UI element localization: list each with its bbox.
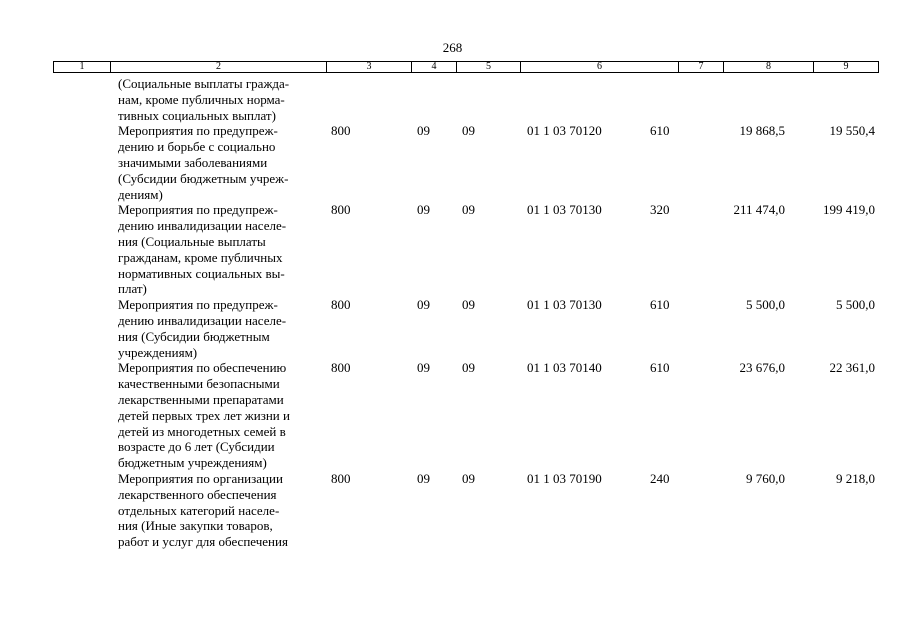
row-subsection: 09 [462,202,475,218]
row-name-line: значимыми заболеваниями [118,154,268,170]
row-amount-year-2: 5 500,0 [836,297,875,313]
row-amount-year-2: 19 550,4 [829,123,875,139]
row-target-article: 01 1 03 70140 [527,360,602,376]
row-name-line: Мероприятия по обеспечению [118,360,287,376]
row-name-line: Мероприятия по предупреж- [118,297,278,313]
row-name-line: лекарственного обеспечения [118,486,277,502]
row-name-line: ния (Субсидии бюджетным [118,328,270,344]
row-name-line: гражданам, кроме публичных [118,249,283,265]
row-expense-type: 610 [650,360,670,376]
header-col-4: 4 [412,62,457,72]
row-name-line: работ и услуг для обеспечения [118,534,288,550]
page-number: 268 [442,40,463,55]
row-amount-year-2: 22 361,0 [829,360,875,376]
row-name [118,297,286,360]
column-number-header [53,61,879,73]
row-amount-year-1: 211 474,0 [733,202,785,218]
row-name [118,202,286,297]
row-ministry-code: 800 [331,123,351,139]
header-col-5: 5 [457,62,521,72]
row-name-line: отдельных категорий населе- [118,502,280,518]
row-amount-year-1: 19 868,5 [739,123,785,139]
row-expense-type: 320 [650,202,670,218]
row-name-line: дениям) [118,186,163,202]
header-col-6: 6 [521,62,679,72]
row-subsection: 09 [462,360,475,376]
row-ministry-code: 800 [331,360,351,376]
header-col-7: 7 [679,62,724,72]
header-col-2: 2 [111,62,327,72]
row-name-line: Мероприятия по организации [118,471,283,486]
row-subsection: 09 [462,471,475,486]
header-col-3: 3 [327,62,412,72]
row-name-line: дению и борьбе с социально [118,139,276,155]
row-name-line: бюджетным учреждениям) [118,455,267,471]
row-name-line: детей первых трех лет жизни и [118,407,290,423]
row-section: 09 [417,471,430,486]
row-amount-year-1: 5 500,0 [746,297,785,313]
row-ministry-code: 800 [331,471,351,486]
row-expense-type: 240 [650,471,670,486]
row-name [118,360,290,471]
row-expense-type: 610 [650,297,670,313]
row-name-line: дению инвалидизации населе- [118,218,287,234]
row-name-line: лекарственными препаратами [118,391,284,407]
row-amount-year-2: 199 419,0 [823,202,875,218]
row-target-article: 01 1 03 70120 [527,123,602,139]
row-name-line: (Субсидии бюджетным учреж- [118,170,289,186]
row-target-article: 01 1 03 70190 [527,471,602,486]
row-name [118,123,288,202]
row-subsection: 09 [462,297,475,313]
row-expense-type: 610 [650,123,670,139]
row-name-line: плат) [118,281,147,297]
row-target-article: 01 1 03 70130 [527,202,602,218]
header-col-8: 8 [724,62,814,72]
row-name-line: Мероприятия по предупреж- [118,123,278,139]
header-col-1: 1 [54,62,111,72]
row-section: 09 [417,297,430,313]
row-ministry-code: 800 [331,297,351,313]
row-name-line: Мероприятия по предупреж- [118,202,278,218]
row-name-line: нам, кроме публичных норма- [118,91,285,107]
row-amount-year-2: 9 218,0 [836,471,875,486]
row-target-article: 01 1 03 70130 [527,297,602,313]
row-amount-year-1: 9 760,0 [746,471,785,486]
row-name-line: дению инвалидизации населе- [118,312,287,328]
row-amount-year-1: 23 676,0 [739,360,785,376]
row-name-line: учреждениям) [118,344,198,360]
row-name-line: возрасте до 6 лет (Субсидии [118,439,275,455]
header-col-9: 9 [843,61,849,72]
row-section: 09 [417,202,430,218]
row-name-line: (Социальные выплаты гражда- [118,76,290,91]
row-name [118,471,288,550]
row-name-line: нормативных социальных вы- [118,265,285,281]
row-ministry-code: 800 [331,202,351,218]
row-name-line: детей из многодетных семей в [118,423,286,439]
row-section: 09 [417,123,430,139]
row-subsection: 09 [462,123,475,139]
row-name-line: ния (Социальные выплаты [118,233,266,249]
row-name-line: ния (Иные закупки товаров, [118,518,273,534]
row-section: 09 [417,360,430,376]
row-name-line: качественными безопасными [118,376,280,392]
row-name-line: тивных социальных выплат) [118,107,276,123]
row-name [118,76,289,123]
